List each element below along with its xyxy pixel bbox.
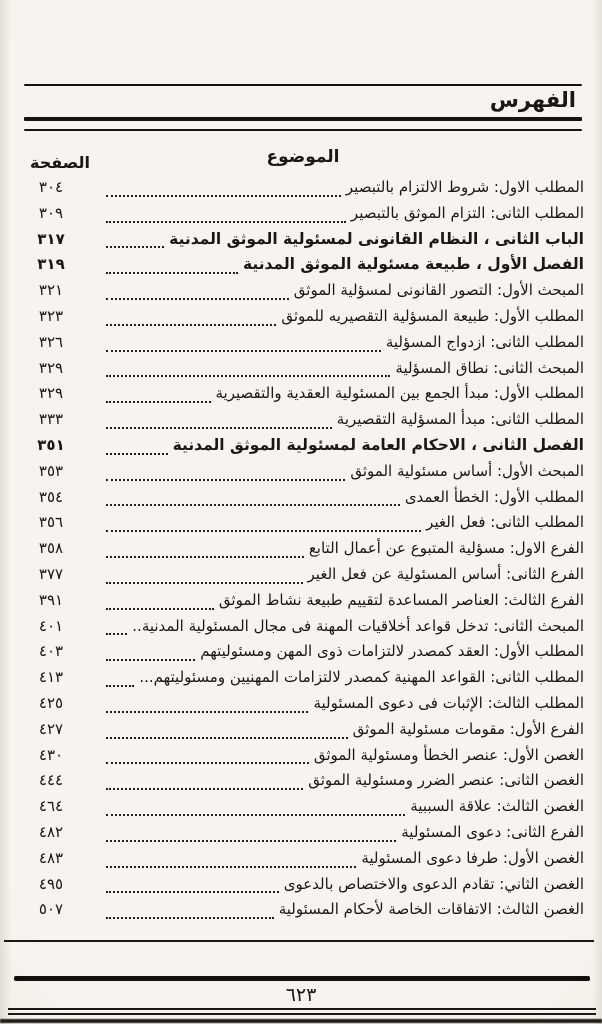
toc-row [22,384,584,410]
footer-double-rule-line2 [8,1013,596,1015]
toc-entry-page-number: ٣٥٤ [38,487,64,506]
toc-entry-page-number: ٤٦٤ [38,797,64,816]
dotted-leader [106,272,238,274]
dotted-leader [106,556,304,558]
toc-entry-page-number: ٣١٩ [37,255,65,274]
toc-entry-title: الغصن الثالث: علاقة السببية [410,797,584,816]
toc-row [22,617,584,643]
toc-row [22,255,584,281]
dotted-leader [106,762,309,764]
toc-entry-page-number: ٤٩٥ [38,874,64,893]
toc-row [22,488,584,514]
toc-row [22,900,584,926]
header-rule-bottom [24,129,582,131]
toc-row [22,436,584,462]
toc-entry-title: المطلب الثانى: فعل الغير [426,513,584,532]
toc-row [22,823,584,849]
toc-entry-page-number: ٤٤٤ [38,771,64,790]
dotted-leader [106,788,303,790]
column-headers [24,147,582,173]
toc-entry-title: المطلب الاول: شروط الالتزام بالتبصير [345,178,584,197]
dotted-leader [106,659,195,661]
toc-entry-title: المطلب الثانى: القواعد المهنية كمصدر لالتزامات المهنيين ومسئوليتهم... [139,668,584,687]
toc-entry-page-number: ٣٢٣ [38,307,64,326]
toc-row [22,359,584,385]
dotted-leader [106,866,356,868]
toc-entry-page-number: ٤٠٣ [38,642,64,661]
toc-entry-page-number: ٣٥٨ [38,539,64,558]
dotted-leader [106,221,346,223]
toc-entry-title: الغصن الأول: طرفا دعوى المسئولية [361,848,584,867]
toc-entry-page-number: ٣٢١ [38,281,64,300]
toc-row [22,204,584,230]
footer-double-rule-line1 [8,1008,596,1010]
dotted-leader [106,711,308,713]
header-rule-under-title [24,117,582,121]
dotted-leader [106,375,390,377]
toc-entry-page-number: ٣٢٦ [38,332,64,351]
dotted-leader [106,633,127,635]
toc-entry-title: الغصن الثالث: الاتفاقات الخاصة لأحكام المسئولية [278,900,584,919]
toc-entry-page-number: ٥٠٧ [38,900,64,919]
dotted-leader [106,582,303,584]
dotted-leader [106,195,341,197]
dotted-leader [106,891,279,893]
toc-entry-page-number: ٣٢٩ [38,384,64,403]
folio-page-number: ٦٢٣ [285,984,317,1006]
toc-row [22,642,584,668]
toc-entry-page-number: ٤٨٢ [38,823,64,842]
dotted-leader [106,917,274,919]
toc-entry-title: الفرع الثالث: العناصر المساعدة لتقييم طبيعة نشاط الموثق [218,590,584,609]
toc-row [22,462,584,488]
footer-rule-thin [4,940,594,942]
dotted-leader [106,608,214,610]
toc-row [22,178,584,204]
dotted-leader [106,479,345,481]
toc-entry-page-number: ٤٨٣ [38,848,64,867]
toc-entry-title: الغصن الثانى: عنصر الضرر ومسئولية الموثق [308,771,584,790]
column-header-subject: الموضوع [266,147,340,168]
toc-entry-title: المبحث الأول: التصور القانونى لمسؤلية الموثق [293,281,584,300]
toc-entry-page-number: ٣٥١ [37,436,65,455]
toc-row [22,513,584,539]
toc-row [22,849,584,875]
toc-row [22,875,584,901]
toc-entry-page-number: ٣٠٤ [38,178,64,197]
toc-row [22,539,584,565]
toc-entry-title: المطلب الثانى: ازدواج المسؤلية [385,332,584,351]
toc-entry-title: الفرع الثانى: دعوى المسئولية [401,823,584,842]
toc-row [22,410,584,436]
toc-row [22,281,584,307]
toc-row [22,771,584,797]
toc-entry-title: الفرع الثانى: أساس المسئولية عن فعل الغير [307,565,584,584]
toc-row [22,333,584,359]
page-title: الفهرس [489,88,576,112]
toc-entry-title: الغصن الثاني: تقادم الدعوى والاختصاص بالدعوى [283,874,584,893]
toc-entry-page-number: ٤٢٧ [38,719,64,738]
toc-entry-title: المطلب الثانى: مبدأ المسؤلية التقصيرية [336,410,584,429]
toc-row [22,694,584,720]
toc-entry-title: المطلب الثانى: التزام الموثق بالتبصير [350,203,584,222]
toc-entry-title: الفصل الأول ، طبيعة مسئولية الموثق المدنية [242,255,584,274]
scan-bottom-edge [0,1019,602,1023]
dotted-leader [106,504,400,506]
column-header-page: الصفحة [30,153,91,173]
dotted-leader [106,737,348,739]
dotted-leader [106,401,211,403]
dotted-leader [106,685,134,687]
dotted-leader [106,840,396,842]
footer-rule-thick [14,976,590,981]
toc-entry-title: الغصن الأول: عنصر الخطأ ومسئولية الموثق [313,745,584,764]
toc-list [22,178,584,926]
toc-entry-page-number: ٣١٧ [37,229,65,248]
dotted-leader [106,814,405,816]
toc-entry-title: المبحث الأول: أساس مسئولية الموثق [350,461,584,480]
toc-row [22,565,584,591]
toc-entry-title: المبحث الثانى: تدخل قواعد أخلاقيات المهنة فى مجال المسئولية المدنية.. [132,616,584,635]
footer-double-rule [8,1008,596,1015]
toc-entry-page-number: ٣٥٣ [38,461,64,480]
toc-entry-page-number: ٣٠٩ [38,203,64,222]
toc-entry-page-number: ٤١٣ [38,668,64,687]
toc-entry-page-number: ٣٣٣ [38,410,64,429]
toc-row [22,746,584,772]
toc-entry-title: المطلب الأول: مبدأ الجمع بين المسئولية العقدية والتقصيرية [215,384,584,403]
toc-entry-title: المطلب الأول: الخطأ العمدى [404,487,584,506]
toc-entry-title: المطلب الأول: العقد كمصدر لالتزامات ذوى المهن ومسئوليتهم [200,642,584,661]
index-header [24,84,582,131]
toc-row [22,797,584,823]
dotted-leader [106,246,164,248]
dotted-leader [106,427,332,429]
toc-row [22,668,584,694]
dotted-leader [106,350,381,352]
toc-entry-title: المبحث الثانى: نطاق المسؤلية [395,358,584,377]
toc-row [22,307,584,333]
toc-entry-title: الفرع الأول: مقومات مسئولية الموثق [352,719,584,738]
toc-entry-title: المطلب الأول: طبيعة المسؤلية التقصيريه للموثق [281,307,584,326]
toc-row [22,230,584,256]
toc-row [22,720,584,746]
toc-entry-page-number: ٣٩١ [38,590,64,609]
toc-entry-page-number: ٤٣٠ [38,745,64,764]
toc-entry-page-number: ٤٢٥ [38,694,64,713]
toc-entry-title: الفرع الاول: مسؤلية المتبوع عن أعمال التابع [308,539,584,558]
toc-entry-title: الباب الثانى ، النظام القانونى لمسئولية الموثق المدنية [169,229,584,248]
dotted-leader [106,324,276,326]
toc-entry-title: الفصل الثانى ، الاحكام العامة لمسئولية الموثق المدنية [172,436,584,455]
toc-entry-title: المطلب الثالث: الإثبات فى دعوى المسئولية [313,694,584,713]
dotted-leader [106,530,421,532]
toc-entry-page-number: ٣٧٧ [38,565,64,584]
toc-entry-page-number: ٣٥٦ [38,513,64,532]
dotted-leader [106,298,289,300]
toc-entry-page-number: ٤٠١ [38,616,64,635]
dotted-leader [106,453,168,455]
toc-entry-page-number: ٣٢٩ [38,358,64,377]
toc-row [22,591,584,617]
